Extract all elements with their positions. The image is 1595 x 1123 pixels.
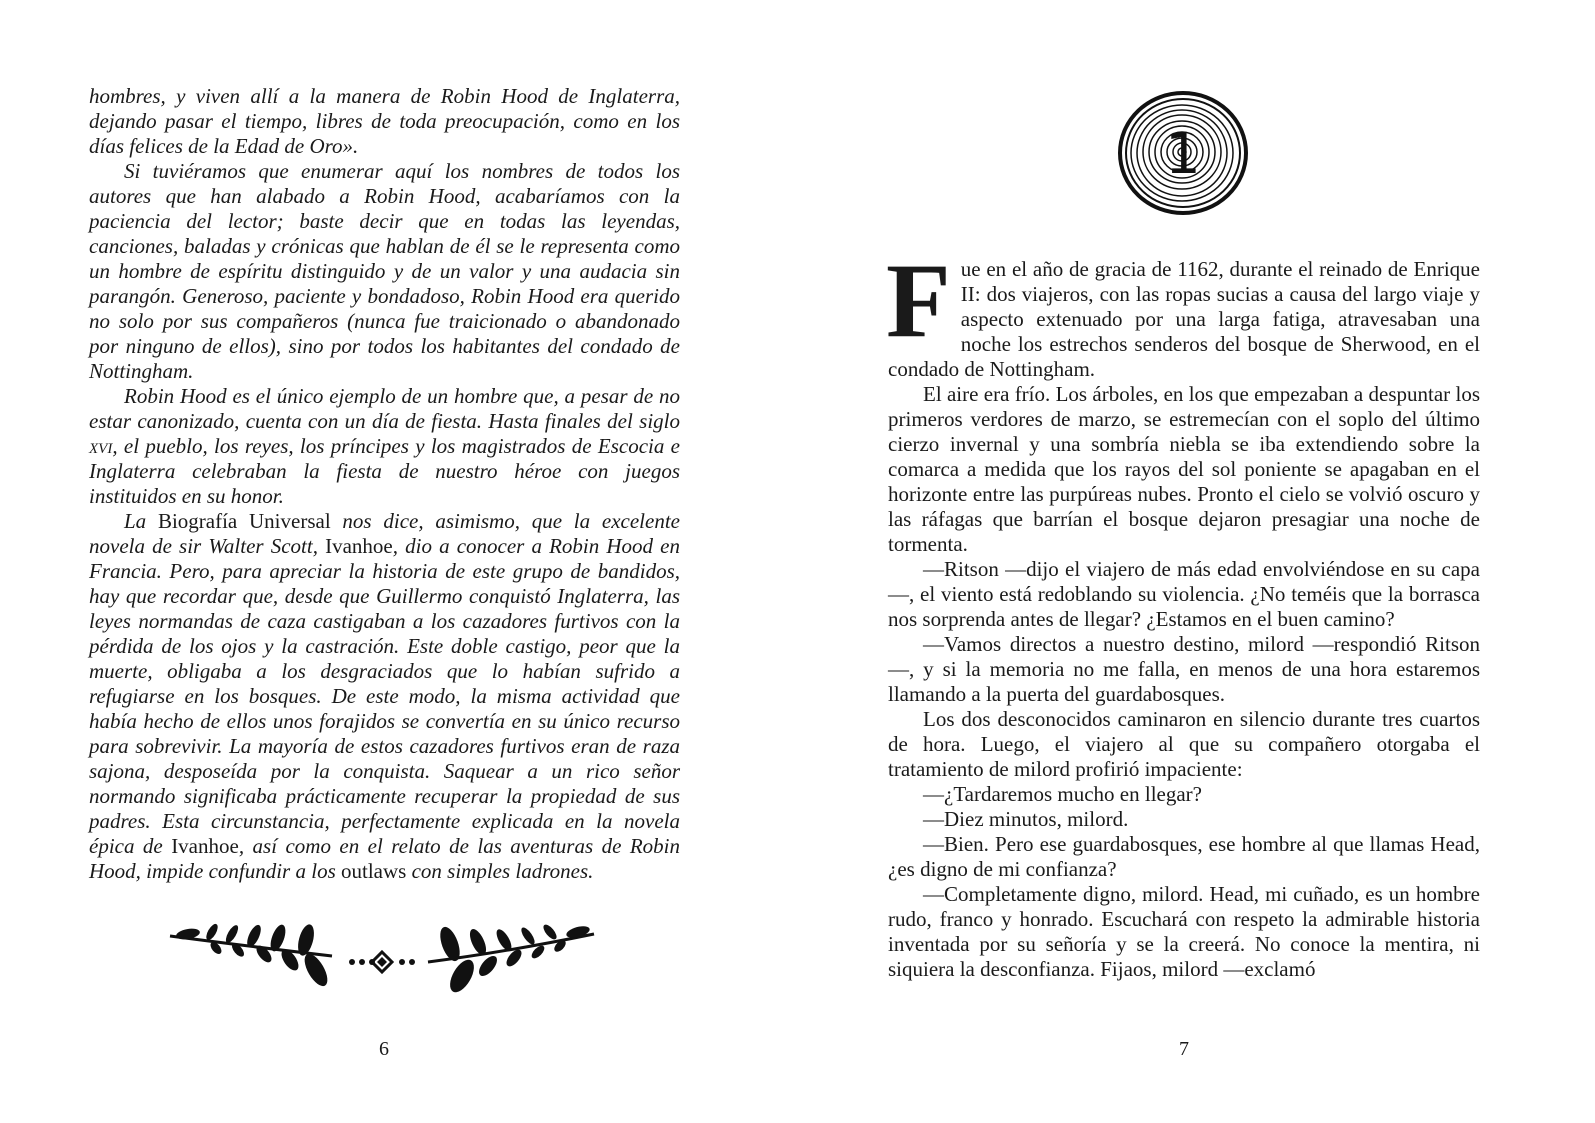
paragraph xyxy=(89,509,680,884)
paragraph xyxy=(89,159,680,384)
paragraph: —¿Tardaremos mucho en llegar? xyxy=(923,782,1202,806)
paragraph: El aire era frío. Los árboles, en los que empezaban a despuntar los primeros verdores de marzo, se estremecían con el soplo del último cierzo invernal y una sombría niebla se iba extendiendo sobre la comarca a medida que los rayos del sol poniente se apagaban en el horizonte entre las purpúreas nubes. Pronto el cielo se volvió oscuro y las ráfagas que barrían el bosque dejaron presagiar una noche de tormenta. xyxy=(888,382,1480,556)
paragraph xyxy=(89,84,680,159)
opening-paragraph xyxy=(886,242,1480,382)
text-run: nos dice, asimismo, que la excelente novela de sir Walter Scott, xyxy=(89,509,680,558)
drop-cap: F xyxy=(886,242,951,359)
foreign-word: outlaws xyxy=(341,859,407,883)
page-number: 7 xyxy=(1179,1038,1189,1060)
text-run: , así como en el relato de las aventuras de Robin Hood, impide confundir a los xyxy=(89,834,681,883)
text-run: , el pueblo, los reyes, los príncipes y los magistrados de Escocia e Inglaterra celebraban la fiesta de nuestro héroe con juegos instituidos en su honor. xyxy=(89,434,680,508)
left-page xyxy=(0,0,797,1123)
text-run: Si tuviéramos que enumerar aquí los nombres de todos los autores que han alabado a Robin Hood, acabaríamos con la paciencia del lector; baste decir que en todas las leyendas, canciones, baladas y crónicas que hablan de él se le representa como un hombre de espíritu distinguido y de un valor y una audacia sin parangón. Generoso, paciente y bondadoso, Robin Hood era querido no solo por sus compañeros (nunca fue traicionado o abandonado por ninguno de ellos), sino por todos los habitantes del condado de Nottingham. xyxy=(89,159,680,383)
laurel-branch-ornament-icon xyxy=(166,922,598,998)
text-run: hombres, y viven allí a la manera de Robin Hood de Inglaterra, dejando pasar el tiempo, libres de toda preocupación, como en los días felices de la Edad de Oro». xyxy=(89,84,680,158)
century-numeral: xvi xyxy=(89,434,113,458)
text-run: Robin Hood es el único ejemplo de un hombre que, a pesar de no estar canonizado, cuenta con un día de fiesta. Hasta finales del siglo xyxy=(89,384,680,433)
chapter-number: 1 xyxy=(1165,122,1201,187)
text-run: con simples ladrones. xyxy=(406,859,594,883)
page-number: 6 xyxy=(379,1038,389,1060)
text-run: La xyxy=(124,509,158,533)
paragraph: —Bien. Pero ese guardabosques, ese hombre al que llamas Head, ¿es digno de mi confianza? xyxy=(888,832,1480,881)
tree-rings-icon xyxy=(1116,89,1250,217)
left-page-text xyxy=(89,84,680,884)
paragraph: Los dos desconocidos caminaron en silencio durante tres cuartos de hora. Luego, el viajero al que su compañero otorgaba el tratamiento de milord profirió impaciente: xyxy=(888,707,1480,781)
paragraph: —Diez minutos, milord. xyxy=(923,807,1129,831)
book-title: Biografía Universal xyxy=(157,509,331,533)
paragraph: —Vamos directos a nuestro destino, milord —respondió Ritson—, y si la memoria no me falla, en menos de una hora estaremos llamando a la puerta del guardabosques. xyxy=(888,632,1480,706)
paragraph xyxy=(89,384,680,509)
book-title: Ivanhoe xyxy=(171,834,239,858)
book-title: Ivanhoe xyxy=(325,534,393,558)
paragraph: —Ritson —dijo el viajero de más edad envolviéndose en su capa—, el viento está redoblando su violencia. ¿No teméis que la borrasca nos sorprenda antes de llegar? ¿Estamos en el buen camino? xyxy=(888,557,1480,631)
text-run: , dio a conocer a Robin Hood en Francia. Pero, para apreciar la historia de este grupo de bandidos, hay que recordar que, desde que Guillermo conquistó Inglaterra, las leyes normandas de caza castigaban a los cazadores furtivos con la pérdida de los ojos y la castración. Este doble castigo, peor que la muerte, obligaba a los desgraciados que lo habían sufrido a refugiarse en los bosques. De este modo, la misma actividad que había hecho de ellos unos forajidos se convertía en su único recurso para sobrevivir. La mayoría de estos cazadores furtivos eran de raza sajona, desposeída por la conquista. Saquear a un rico señor normando significaba prácticamente recuperar la propiedad de sus padres. Esta circunstancia, perfectamente explicada en la novela épica de xyxy=(89,534,680,858)
right-page-text xyxy=(886,242,1480,982)
text-run: ue en el año de gracia de 1162, durante el reinado de Enrique II: dos viajeros, con las ropas sucias a causa del largo viaje y aspecto extenuado por una larga fatiga, atravesaban una noche los estrechos senderos del bosque de Sherwood, en el condado de Nottingham. xyxy=(888,257,1480,381)
right-page xyxy=(797,0,1595,1123)
paragraph: —Completamente digno, milord. Head, mi cuñado, es un hombre rudo, franco y honrado. Escuchará con respeto la admirable historia inventada por su señoría y se la creerá. No conoce la mentira, ni siquiera la desconfianza. Fijaos, milord —exclamó xyxy=(888,882,1480,981)
